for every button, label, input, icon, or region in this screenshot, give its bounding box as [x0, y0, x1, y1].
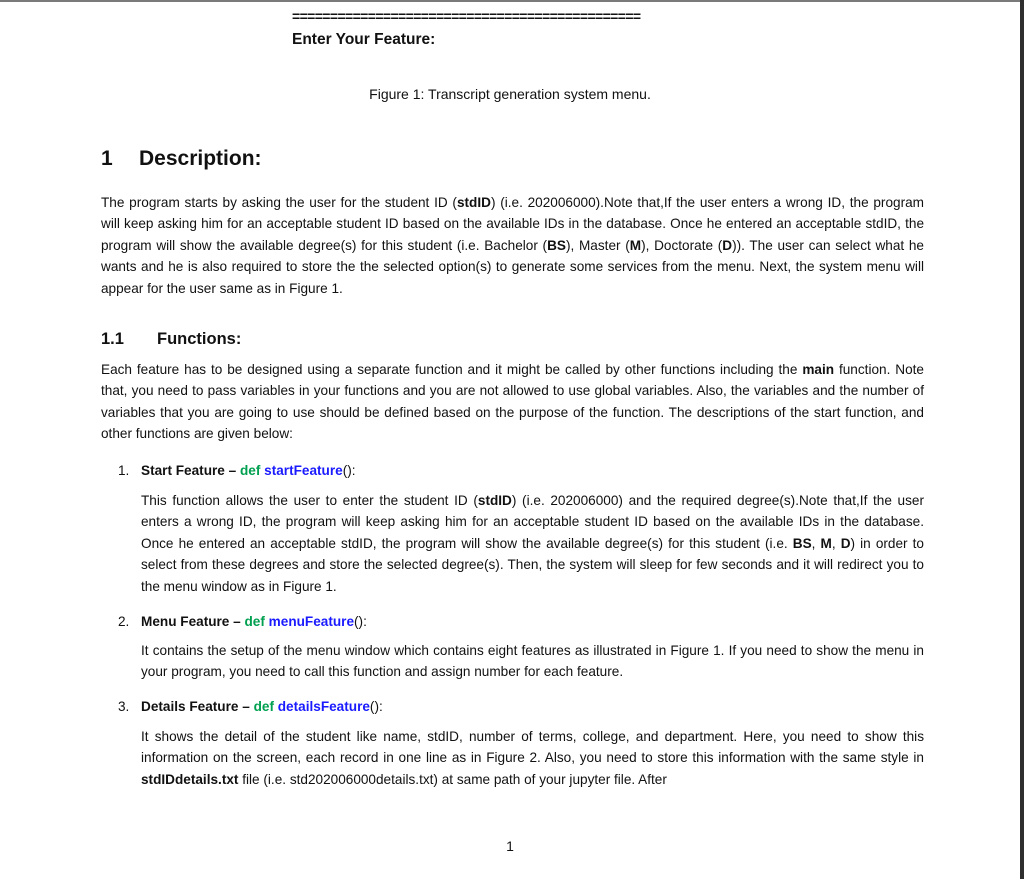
subsection-heading	[101, 330, 241, 349]
section-number: 1	[101, 147, 113, 170]
subsection-number: 1.1	[101, 330, 124, 348]
menu-prompt: Enter Your Feature:	[292, 31, 436, 48]
subsection-title: Functions:	[157, 330, 242, 348]
description-paragraph: The program starts by asking the user for the student ID (stdID) (i.e. 202006000).Note that,If the user enters a wrong ID, the program will keep asking him for an acceptable student ID based on the available IDs in the database. Once he entered an acceptable stdID, the program will show the available degree(s) for this student (i.e. Bachelor (BS), Master (M), Doctorate (D)). The user can select what he wants and he is also required to store the the selected option(s) to generate some services from the menu. Next, the system menu will appear for the user same as in Figure 1.	[101, 195, 924, 296]
page-number: 1	[506, 838, 514, 854]
menu-separator: ==============================================	[292, 8, 641, 24]
section-heading	[101, 147, 262, 171]
feature-desc-start: This function allows the user to enter the student ID (stdID) (i.e. 202006000) and the required degree(s).Note that,If the user enters a wrong ID, the program will keep asking him for an acceptable student ID based on the available IDs in the database. Once he entered an acceptable stdID, the program will show the available degree(s) for this student (i.e. BS, M, D) in order to select from these degrees and store the selected degree(s). Then, the system will sleep for few seconds and it will redirect you to the menu window as in Figure 1.	[141, 493, 924, 594]
page-top-edge	[0, 0, 1020, 2]
figure-caption: Figure 1: Transcript generation system menu.	[369, 86, 651, 102]
feature-desc-details: It shows the detail of the student like name, stdID, number of terms, college, and department. Here, you need to show this information on the screen, each record in one line as in Figure 2. Also, you need to store this information with the same style in stdIDdetails.txt file (i.e. std202006000details.txt) at same path of your jupyter file. After	[141, 729, 924, 787]
section-title: Description:	[139, 147, 262, 170]
feature-desc-menu: It contains the setup of the menu window which contains eight features as illustrated in Figure 1. If you need to show the menu in your program, you need to call this function and assign number for each feature.	[141, 643, 924, 680]
functions-paragraph: Each feature has to be designed using a separate function and it might be called by other functions including the main function. Note that, you need to pass variables in your functions and you are not allowed to use global variables. Also, the variables and the number of variables that you are going to use should be defined based on the purpose of the function. The descriptions of the start function, and other functions are given below:	[101, 362, 924, 442]
feature-heading-menu: 2. Menu Feature – def menuFeature():	[118, 614, 367, 629]
feature-heading-details: 3. Details Feature – def detailsFeature():	[118, 699, 383, 714]
viewer-scrollbar-edge[interactable]	[1020, 0, 1024, 879]
feature-heading-start: 1. Start Feature – def startFeature():	[118, 463, 356, 478]
